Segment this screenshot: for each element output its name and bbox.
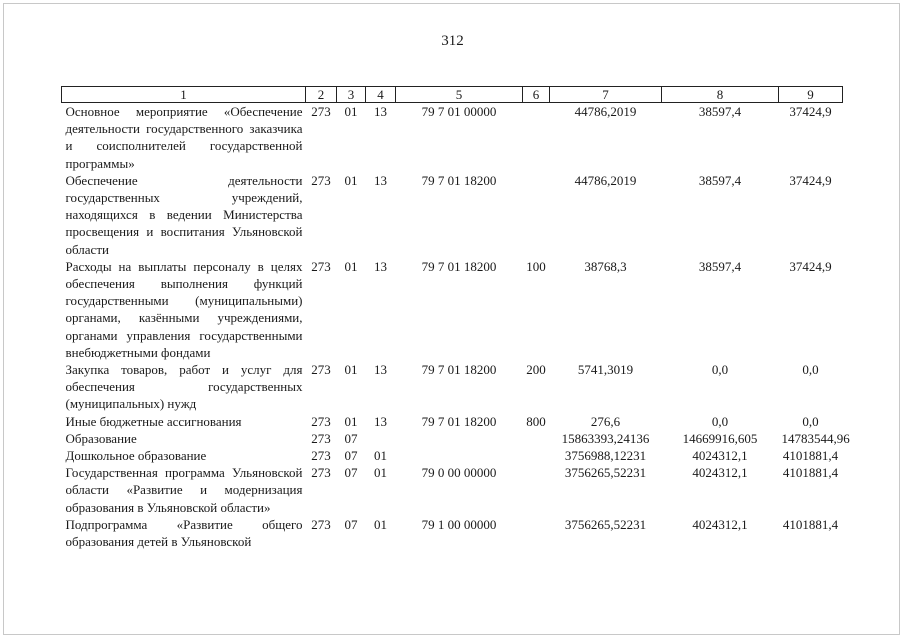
amount-col9: 0,0 xyxy=(802,362,819,378)
column-header: 7 xyxy=(550,87,662,103)
code-ministry: 273 xyxy=(311,413,331,429)
code-expense-type xyxy=(523,447,550,464)
budget-table xyxy=(61,86,850,550)
amount-col7: 3756265,52231 xyxy=(564,516,647,532)
table-row xyxy=(62,103,843,172)
code-ministry: 273 xyxy=(311,104,331,119)
amount-col8: 38597,4 xyxy=(698,104,742,119)
amount-col9: 37424,9 xyxy=(789,258,832,274)
amount-col7: 38768,3 xyxy=(584,258,627,274)
amount-col9: 4101881,4 xyxy=(782,465,839,481)
amount-col7: 15863393,24136 xyxy=(561,430,650,446)
row-name: Иные бюджетные ассигнования xyxy=(65,413,242,429)
code-section: 01 xyxy=(344,413,358,429)
code-expense-type xyxy=(523,516,550,550)
column-header: 8 xyxy=(662,87,779,103)
table-body xyxy=(62,103,850,551)
code-target: 79 7 01 18200 xyxy=(421,258,497,274)
amount-col7: 3756265,52231 xyxy=(564,465,647,481)
amount-col9: 37424,9 xyxy=(789,172,832,188)
code-target: 79 7 01 18200 xyxy=(421,413,497,429)
amount-col8: 0,0 xyxy=(711,362,729,378)
row-name: Основное мероприятие «Обеспечение деятельности государственного заказчика и соисполнителей государственной программы» xyxy=(65,104,303,171)
amount-col9: 37424,9 xyxy=(789,104,832,119)
column-header: 9 xyxy=(779,87,843,103)
code-section: 07 xyxy=(344,430,358,446)
row-name: Подпрограмма «Развитие общего образования детей в Ульяновской xyxy=(65,516,303,550)
code-section: 01 xyxy=(344,172,358,188)
code-subsection: 13 xyxy=(374,258,387,274)
row-name: Государственная программа Ульяновской области «Развитие и модернизация образования в Ульяновской области» xyxy=(65,465,303,515)
code-subsection: 01 xyxy=(374,448,387,464)
code-subsection: 01 xyxy=(374,465,387,481)
column-header: 3 xyxy=(337,87,366,103)
page-number: 312 xyxy=(441,33,464,49)
code-ministry: 273 xyxy=(311,430,331,446)
code-section: 07 xyxy=(344,448,358,464)
row-name: Дошкольное образование xyxy=(65,448,207,464)
code-target: 79 7 01 18200 xyxy=(421,172,497,188)
code-subsection: 13 xyxy=(374,172,387,188)
code-expense-type xyxy=(523,430,550,447)
code-expense-type: 800 xyxy=(526,413,546,429)
code-target xyxy=(396,430,523,447)
amount-col8: 4024312,1 xyxy=(692,448,748,464)
amount-col8: 14669916,605 xyxy=(682,430,758,446)
code-expense-type xyxy=(523,464,550,516)
code-target xyxy=(396,447,523,464)
code-ministry: 273 xyxy=(311,516,331,532)
code-target: 79 7 01 18200 xyxy=(421,362,497,378)
code-section: 07 xyxy=(344,465,358,481)
code-section: 01 xyxy=(344,104,358,119)
table-header xyxy=(62,87,843,103)
table-row xyxy=(62,361,843,413)
amount-col7: 5741,3019 xyxy=(577,362,634,378)
code-ministry: 273 xyxy=(311,465,331,481)
table-row xyxy=(62,172,843,258)
amount-col8: 4024312,1 xyxy=(692,516,748,532)
amount-col9: 0,0 xyxy=(802,413,819,429)
code-ministry: 273 xyxy=(311,448,331,464)
code-expense-type: 200 xyxy=(526,362,546,378)
table-row xyxy=(62,447,843,464)
amount-col8: 4024312,1 xyxy=(692,465,748,481)
code-ministry: 273 xyxy=(311,172,331,188)
code-expense-type: 100 xyxy=(526,258,546,274)
column-header: 1 xyxy=(62,87,306,103)
amount-col7: 44786,2019 xyxy=(574,172,637,188)
table-row xyxy=(62,258,843,361)
row-name: Образование xyxy=(65,430,137,446)
row-name: Расходы на выплаты персоналу в целях обеспечения выполнения функций государственными (муниципальными) органами, казёнными учреждениями, органами управления государственными внебюджетными фондами xyxy=(65,258,303,360)
column-header: 6 xyxy=(523,87,550,103)
table-row xyxy=(62,464,843,516)
amount-col7: 276,6 xyxy=(590,413,621,429)
code-target: 79 1 00 00000 xyxy=(421,516,497,532)
amount-col7: 3756988,12231 xyxy=(564,448,647,464)
table-row xyxy=(62,430,843,447)
code-section: 01 xyxy=(344,258,358,274)
code-expense-type xyxy=(523,103,550,172)
code-expense-type xyxy=(523,172,550,258)
column-header: 2 xyxy=(306,87,337,103)
amount-col8: 38597,4 xyxy=(698,172,742,188)
amount-col9: 4101881,4 xyxy=(782,448,839,464)
table-row xyxy=(62,413,843,430)
amount-col8: 0,0 xyxy=(711,413,729,429)
amount-col8: 38597,4 xyxy=(698,258,742,274)
code-subsection: 13 xyxy=(374,362,387,378)
code-section: 07 xyxy=(344,516,358,532)
row-name: Обеспечение деятельности государственных учреждений, находящихся в ведении Министерства просвещения и воспитания Ульяновской области xyxy=(65,172,303,257)
code-target: 79 7 01 00000 xyxy=(421,104,497,119)
header-row xyxy=(62,87,843,103)
column-header: 5 xyxy=(396,87,523,103)
code-ministry: 273 xyxy=(311,258,331,274)
code-ministry: 273 xyxy=(311,362,331,378)
table-row xyxy=(62,516,843,550)
code-subsection: 01 xyxy=(374,516,387,532)
amount-col9: 4101881,4 xyxy=(782,516,839,532)
code-target: 79 0 00 00000 xyxy=(421,465,497,481)
column-header: 4 xyxy=(366,87,396,103)
code-section: 01 xyxy=(344,362,358,378)
code-subsection xyxy=(366,430,396,447)
row-name: Закупка товаров, работ и услуг для обеспечения государственных (муниципальных) нужд xyxy=(65,362,303,412)
code-subsection: 13 xyxy=(374,413,387,429)
amount-col9: 14783544,96 xyxy=(781,430,850,446)
code-subsection: 13 xyxy=(374,104,387,119)
amount-col7: 44786,2019 xyxy=(574,104,637,119)
